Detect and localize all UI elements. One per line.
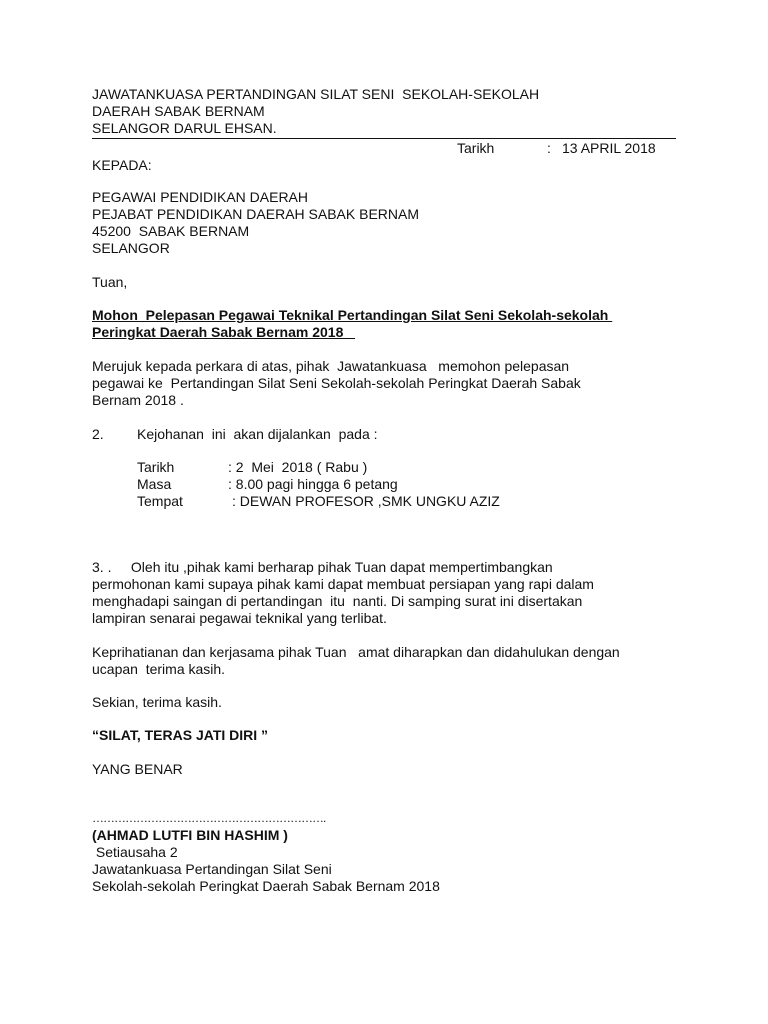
detail-date-value: : 2 Mei 2018 ( Rabu ) [228,459,368,475]
letterhead-divider [92,138,676,139]
paragraph-3-line-4: lampiran senarai pegawai teknikal yang terlibat. [92,610,387,626]
detail-time-label: Masa [137,476,172,492]
closing-text: Sekian, terima kasih. [92,694,222,710]
letterhead-line-2: DAERAH SABAK BERNAM [92,103,265,119]
greeting: Tuan, [92,274,128,290]
paragraph-3-line-3: menghadapi saingan di pertandingan itu nanti. Di samping surat ini disertakan [92,593,583,609]
paragraph-4-line-1: Keprihatianan dan kerjasama pihak Tuan amat diharapkan dan didahulukan dengan [92,644,620,660]
paragraph-3-line-1: 3. . Oleh itu ,pihak kami berharap pihak Tuan dapat mempertimbangkan [92,559,553,575]
signature-dotted-line: ………………………………………………………. [92,811,326,825]
signatory-name: (AHMAD LUTFI BIN HASHIM ) [92,827,288,843]
subject-line-1: Mohon Pelepasan Pegawai Teknikal Pertandingan Silat Seni Sekolah-sekolah [92,307,613,323]
signatory-title: Setiausaha 2 [92,844,178,860]
paragraph-1-line-1: Merujuk kepada perkara di atas, pihak Jawatankuasa memohon pelepasan [92,358,570,374]
detail-time-value: : 8.00 pagi hingga 6 petang [228,476,398,492]
recipient-line-2: PEJABAT PENDIDIKAN DAERAH SABAK BERNAM [92,206,420,222]
date-value: 13 APRIL 2018 [562,140,656,156]
subject-line-2: Peringkat Daerah Sabak Bernam 2018 [92,324,356,340]
detail-venue-value: : DEWAN PROFESOR ,SMK UNGKU AZIZ [232,493,500,509]
paragraph-3-line-2: permohonan kami supaya pihak kami dapat membuat persiapan yang rapi dalam [92,576,594,592]
paragraph-2-text: Kejohanan ini akan dijalankan pada : [137,426,378,442]
detail-date-label: Tarikh [137,459,175,475]
paragraph-1-line-3: Bernam 2018 . [92,392,184,408]
detail-venue-label: Tempat [137,493,183,509]
letterhead-line-3: SELANGOR DARUL EHSAN. [92,120,277,136]
paragraph-2-number: 2. [92,426,104,442]
signatory-org-line-2: Sekolah-sekolah Peringkat Daerah Sabak Bernam 2018 [92,878,440,894]
paragraph-1-line-2: pegawai ke Pertandingan Silat Seni Sekolah-sekolah Peringkat Daerah Sabak [92,375,581,391]
sign-off: YANG BENAR [92,761,183,777]
signatory-org-line-1: Jawatankuasa Pertandingan Silat Seni [92,861,332,877]
date-label: Tarikh [457,140,495,156]
recipient-line-1: PEGAWAI PENDIDIKAN DAERAH [92,189,309,205]
recipient-line-4: SELANGOR [92,240,170,256]
recipient-to-label: KEPADA: [92,157,152,173]
letterhead-line-1: JAWATANKUASA PERTANDINGAN SILAT SENI SEKOLAH-SEKOLAH [92,86,540,102]
paragraph-4-line-2: ucapan terima kasih. [92,661,226,677]
recipient-line-3: 45200 SABAK BERNAM [92,223,250,239]
date-separator: : [547,140,551,156]
motto: “SILAT, TERAS JATI DIRI ” [92,727,269,743]
